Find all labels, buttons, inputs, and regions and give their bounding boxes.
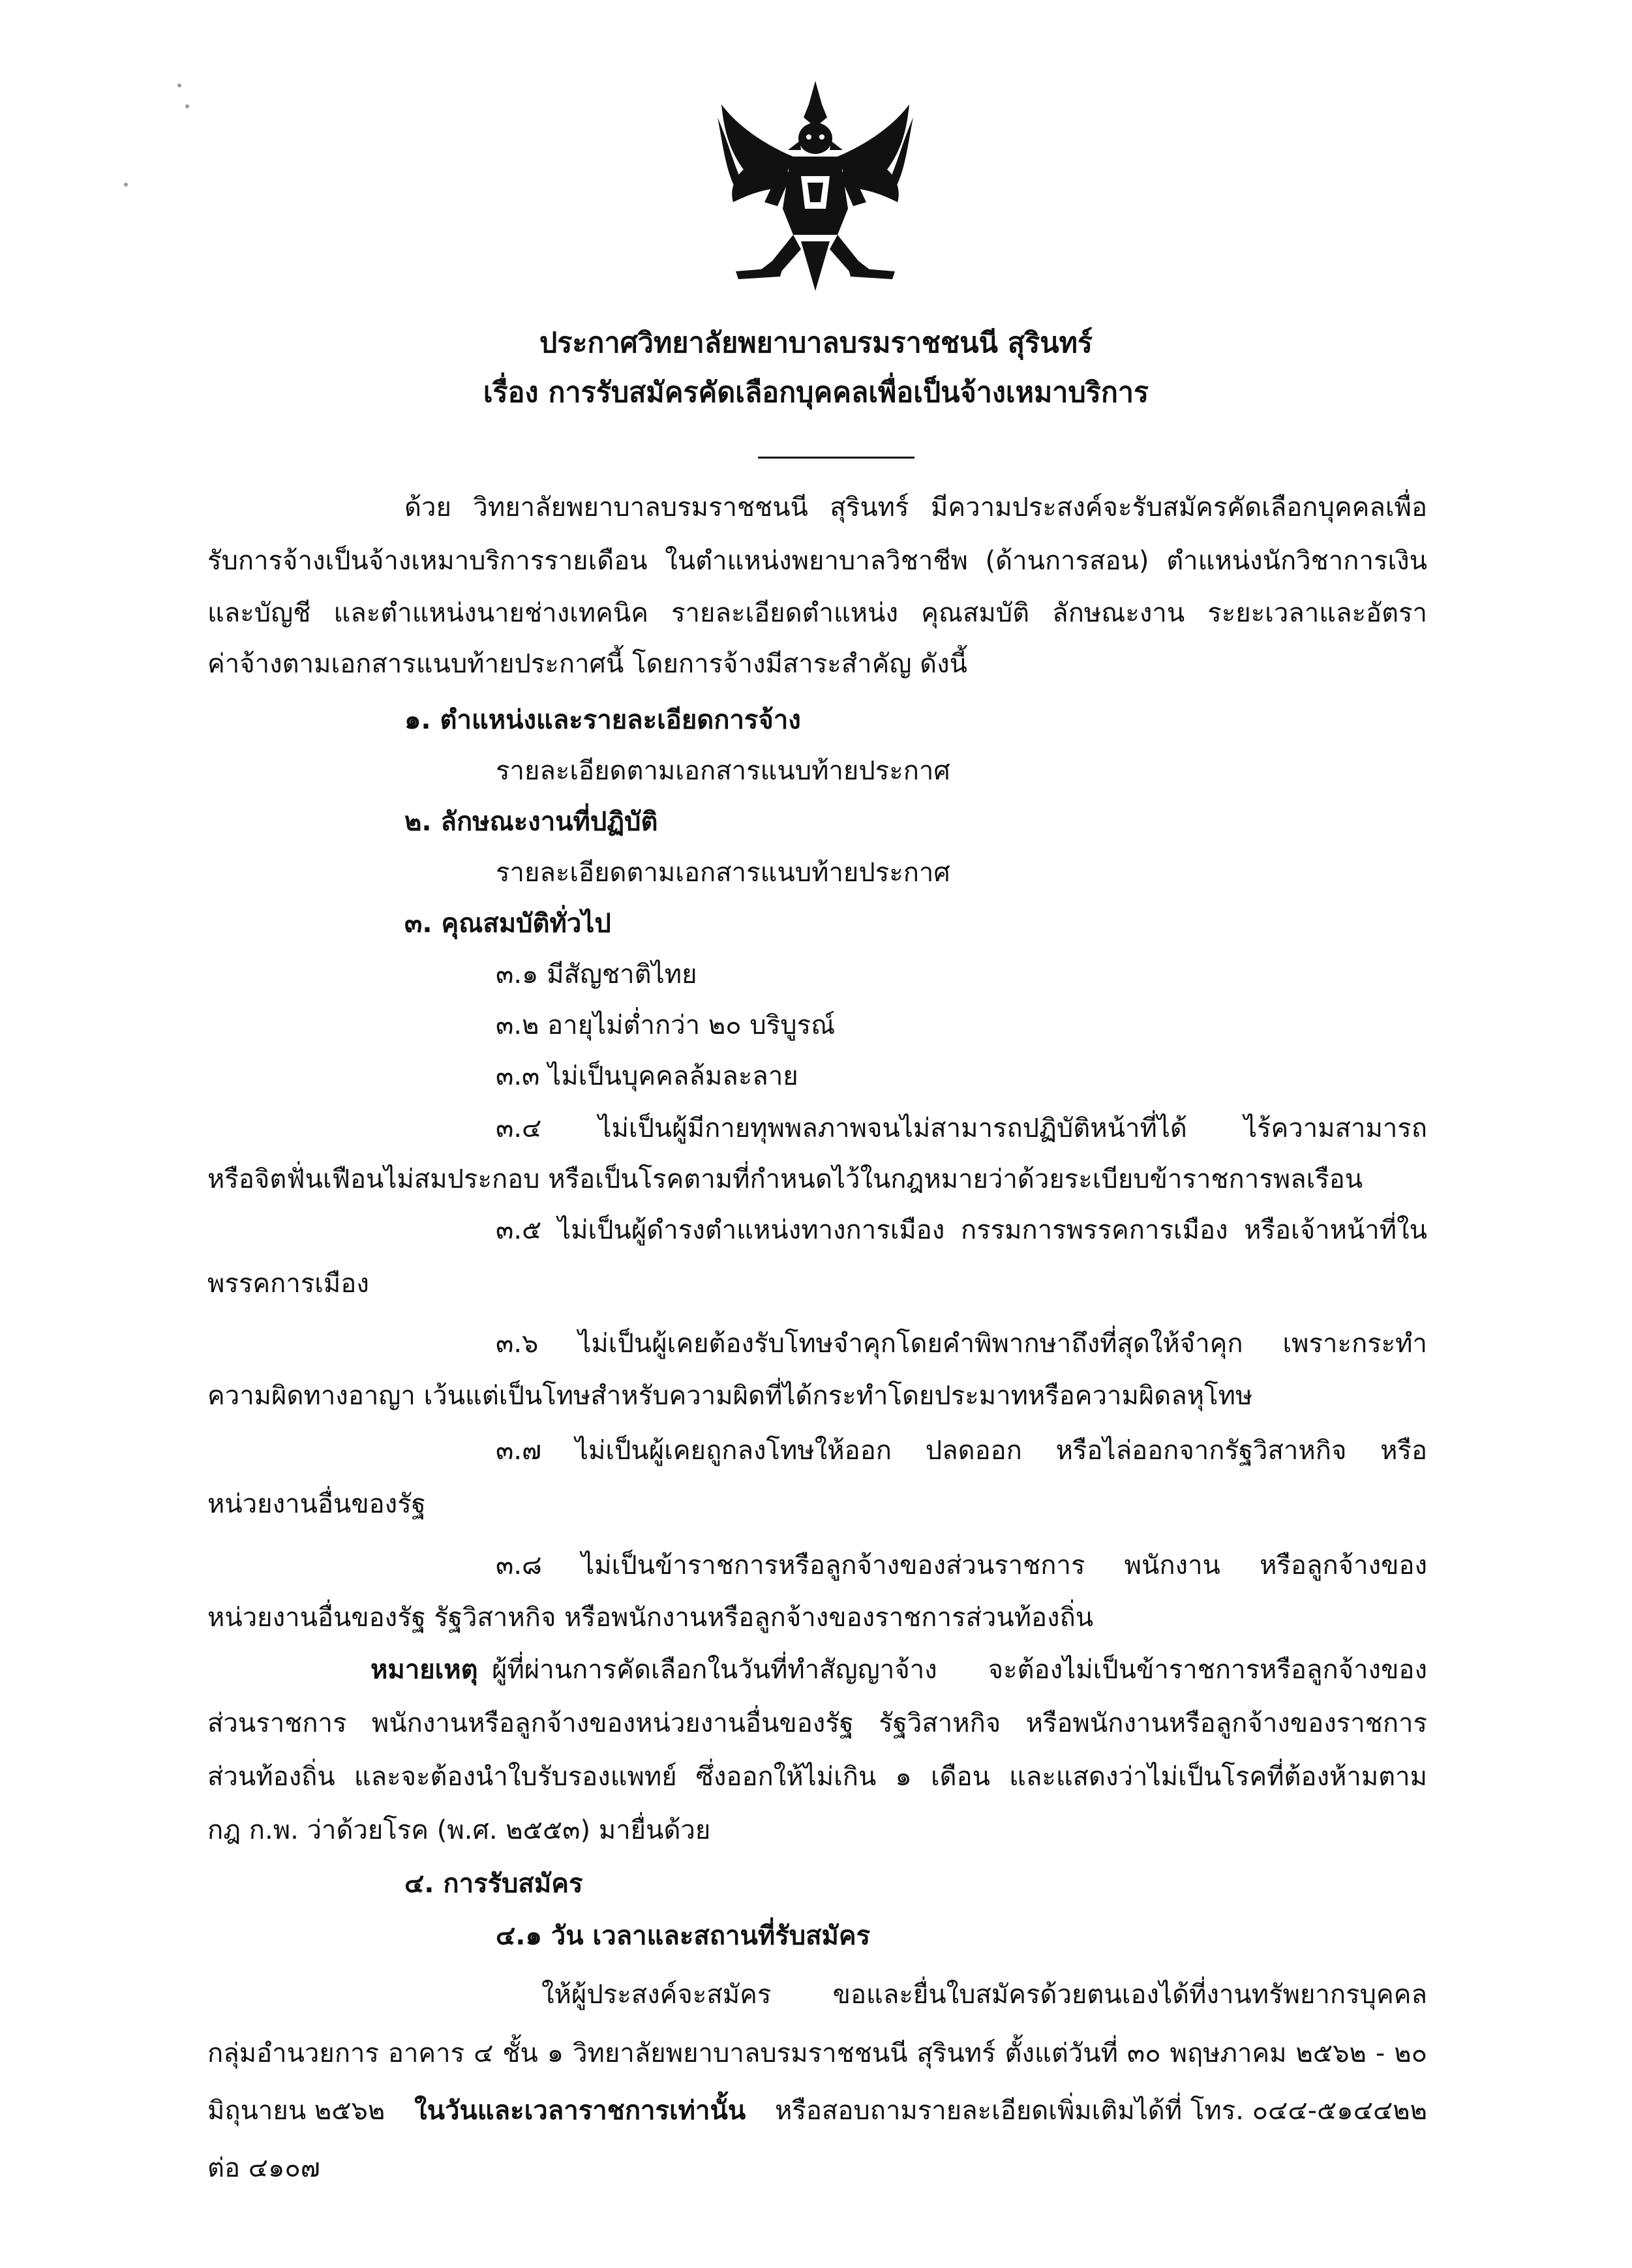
section-4-1-line-3 [207,2091,1427,2130]
note-label: หมายเหตุ [370,1655,478,1685]
apply-period-end: มิถุนายน ๒๕๖๒ [207,2096,385,2126]
contact-extension: ต่อ ๔๑๐๗ [207,2153,320,2183]
intro-line-2: รับการจ้างเป็นจ้างเหมาบริการรายเดือน ในตำแหน่งพยาบาลวิชาชีพ (ด้านการสอน) ตำแหน่งนักวิชาการเงิน [207,546,1427,576]
office-hours-note: ในวันและเวลาราชการเท่านั้น [414,2096,746,2126]
section-3-item-7: ๓.๗ ไม่เป็นผู้เคยถูกลงโทษให้ออก ปลดออก หรือไล่ออกจากรัฐวิสาหกิจ หรือ [496,1436,1427,1466]
title-divider [758,457,914,459]
section-4-heading: ๔. การรับสมัคร [404,1869,583,1899]
section-4-1-heading: ๔.๑ วัน เวลาและสถานที่รับสมัคร [496,1921,871,1951]
intro-line-3: และบัญชี และตำแหน่งนายช่างเทคนิค รายละเอียดตำแหน่ง คุณสมบัติ ลักษณะงาน ระยะเวลาและอัตรา [207,598,1427,628]
section-4-1-line-1: ให้ผู้ประสงค์จะสมัคร ขอและยื่นใบสมัครด้วยตนเองได้ที่งานทรัพยากรบุคคล [541,1980,1427,2010]
note-line-4: กฎ ก.พ. ว่าด้วยโรค (พ.ศ. ๒๕๕๓) มายื่นด้วย [207,1815,711,1845]
section-2-heading: ๒. ลักษณะงานที่ปฏิบัติ [404,807,658,837]
section-3-item-3: ๓.๓ ไม่เป็นบุคคลล้มละลาย [496,1061,798,1091]
section-3-item-7-cont: หน่วยงานอื่นของรัฐ [207,1489,426,1519]
section-4-1-line-2: กลุ่มอำนวยการ อาคาร ๔ ชั้น ๑ วิทยาลัยพยาบาลบรมราชชนนี สุรินทร์ ตั้งแต่วันที่ ๓๐ พฤษภาคม ๒๕๖๒ - ๒๐ [207,2038,1427,2068]
section-3-item-4-cont: หรือจิตฟั่นเฟือนไม่สมประกอบ หรือเป็นโรคตามที่กำหนดไว้ในกฎหมายว่าด้วยระเบียบข้าราชการพลเรือน [207,1164,1363,1194]
section-3-item-8-cont: หน่วยงานอื่นของรัฐ รัฐวิสาหกิจ หรือพนักงานหรือลูกจ้างของราชการส่วนท้องถิ่น [207,1603,1094,1633]
section-3-item-5: ๓.๕ ไม่เป็นผู้ดำรงตำแหน่งทางการเมือง กรรมการพรรคการเมือง หรือเจ้าหน้าที่ใน [496,1215,1427,1245]
scan-dust [185,104,189,108]
scan-dust [177,83,181,87]
announcement-subject: เรื่อง การรับสมัครคัดเลือกบุคคลเพื่อเป็นจ้างเหมาบริการ [483,376,1149,409]
section-3-item-5-cont: พรรคการเมือง [207,1269,369,1299]
section-3-item-4: ๓.๔ ไม่เป็นผู้มีกายทุพพลภาพจนไม่สามารถปฏิบัติหน้าที่ได้ ไร้ความสามารถ [496,1113,1427,1143]
note-line-1: ผู้ที่ผ่านการคัดเลือกในวันที่ทำสัญญาจ้าง จะต้องไม่เป็นข้าราชการหรือลูกจ้างของ [492,1655,1427,1685]
garuda-emblem-icon [710,78,922,294]
intro-line-4: ค่าจ้างตามเอกสารแนบท้ายประกาศนี้ โดยการจ้างมีสาระสำคัญ ดังนี้ [207,649,967,679]
scan-dust [124,183,128,187]
section-3-heading: ๓. คุณสมบัติทั่วไป [404,909,611,939]
contact-phone: หรือสอบถามรายละเอียดเพิ่มเติมได้ที่ โทร. ๐๔๔-๕๑๔๔๒๒ [775,2096,1427,2126]
section-1-heading: ๑. ตำแหน่งและรายละเอียดการจ้าง [404,705,801,735]
section-3-item-6-cont: ความผิดทางอาญา เว้นแต่เป็นโทษสำหรับความผิดที่ได้กระทำโดยประมาทหรือความผิดลหุโทษ [207,1381,1253,1411]
section-3-item-6: ๓.๖ ไม่เป็นผู้เคยต้องรับโทษจำคุกโดยคำพิพากษาถึงที่สุดให้จำคุก เพราะกระทำ [496,1329,1427,1359]
section-3-item-1: ๓.๑ มีสัญชาติไทย [496,960,697,990]
section-2-text: รายละเอียดตามเอกสารแนบท้ายประกาศ [496,858,950,888]
intro-line-1: ด้วย วิทยาลัยพยาบาลบรมราชชนนี สุรินทร์ มีความประสงค์จะรับสมัครคัดเลือกบุคคลเพื่อ [404,492,1427,522]
section-3-item-2: ๓.๒ อายุไม่ต่ำกว่า ๒๐ บริบูรณ์ [496,1010,836,1040]
note-line-2: ส่วนราชการ พนักงานหรือลูกจ้างของหน่วยงานอื่นของรัฐ รัฐวิสาหกิจ หรือพนักงานหรือลูกจ้างของราชการ [207,1708,1427,1738]
note-line-3: ส่วนท้องถิ่น และจะต้องนำใบรับรองแพทย์ ซึ่งออกให้ไม่เกิน ๑ เดือน และแสดงว่าไม่เป็นโรคที่ต้องห้ามตาม [207,1762,1427,1792]
announcement-title: ประกาศวิทยาลัยพยาบาลบรมราชชนนี สุรินทร์ [539,327,1093,359]
section-3-item-8: ๓.๘ ไม่เป็นข้าราชการหรือลูกจ้างของส่วนราชการ พนักงาน หรือลูกจ้างของ [496,1550,1427,1580]
section-1-text: รายละเอียดตามเอกสารแนบท้ายประกาศ [496,756,950,786]
